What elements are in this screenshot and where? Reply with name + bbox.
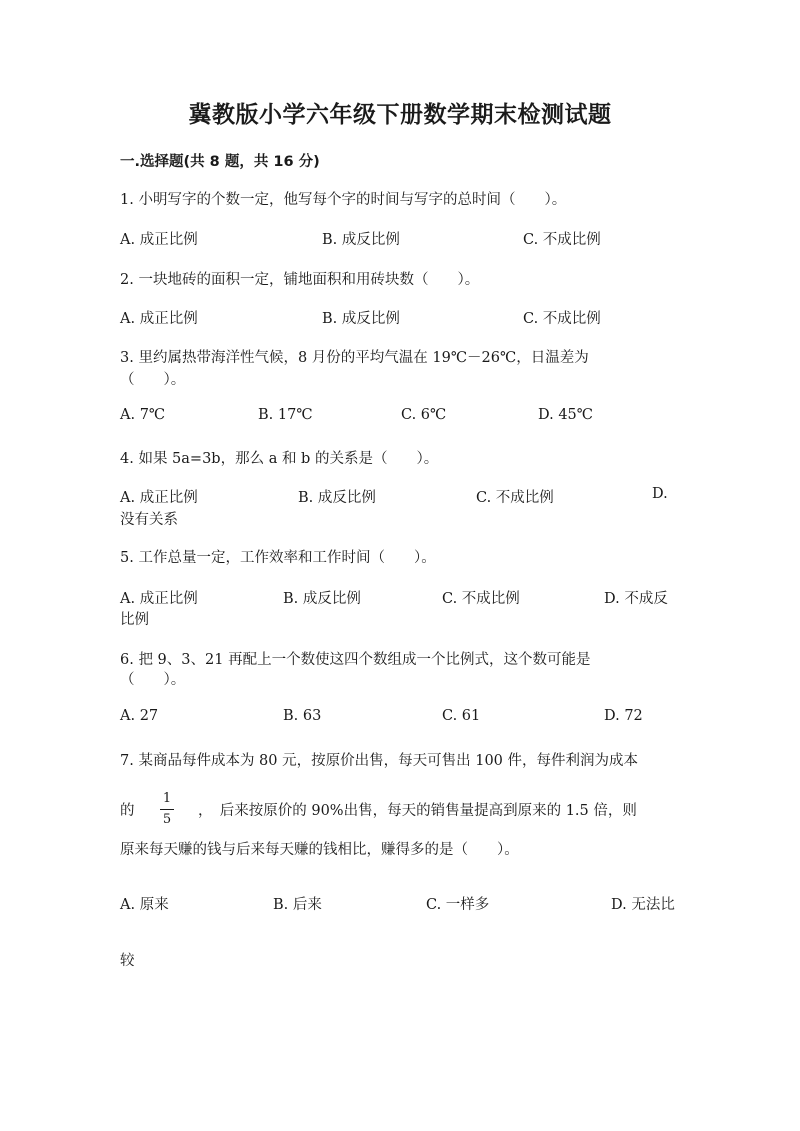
question-6-option-d[interactable]: D. 72 <box>604 708 643 724</box>
page-title: 冀教版小学六年级下册数学期末检测试题 <box>188 102 612 128</box>
question-6-text-line-2: （ ）。 <box>120 672 186 688</box>
fraction-denominator: 5 <box>162 812 172 827</box>
question-7-option-b[interactable]: B. 后来 <box>273 897 322 913</box>
question-7-option-d-continuation[interactable]: 较 <box>120 953 135 969</box>
question-7-text: 7. 某商品每件成本为 80 元，按原价出售，每天可售出 100 件，每件利润为成本 <box>120 753 639 769</box>
question-2-option-c[interactable]: C. 不成比例 <box>523 311 601 327</box>
question-6-option-a[interactable]: A. 27 <box>120 708 159 724</box>
question-1-option-c[interactable]: C. 不成比例 <box>523 232 601 248</box>
section-heading: 一.选择题(共 8 题，共 16 分) <box>120 154 320 170</box>
question-3-option-a[interactable]: A. 7℃ <box>120 407 166 423</box>
question-7-text-line-2: ， 后来按原价的 90%出售，每天的销售量提高到原来的 1.5 倍，则 <box>198 803 637 819</box>
question-1-text: 1. 小明写字的个数一定，他写每个字的时间与写字的总时间（ ）。 <box>120 192 567 208</box>
question-4-text: 4. 如果 5a=3b，那么 a 和 b 的关系是（ ）。 <box>120 451 439 467</box>
question-6-text: 6. 把 9、3、21 再配上一个数使这四个数组成一个比例式，这个数可能是 <box>120 652 591 668</box>
question-2-option-b[interactable]: B. 成反比例 <box>322 311 400 327</box>
question-5-option-b[interactable]: B. 成反比例 <box>283 591 361 607</box>
question-4-option-d[interactable]: D. <box>652 486 668 502</box>
question-4-option-a[interactable]: A. 成正比例 <box>120 490 198 506</box>
question-1-option-b[interactable]: B. 成反比例 <box>322 232 400 248</box>
question-5-option-d-continuation[interactable]: 比例 <box>120 612 149 628</box>
question-5-text: 5. 工作总量一定，工作效率和工作时间（ ）。 <box>120 550 436 566</box>
question-3-text-line-2: （ ）。 <box>120 372 186 388</box>
question-4-option-d-continuation[interactable]: 没有关系 <box>120 512 178 528</box>
question-6-option-c[interactable]: C. 61 <box>442 708 481 724</box>
question-3-text: 3. 里约属热带海洋性气候，8 月份的平均气温在 19℃－26℃，日温差为 <box>120 350 589 366</box>
question-3-option-d[interactable]: D. 45℃ <box>538 407 593 423</box>
question-2-option-a[interactable]: A. 成正比例 <box>120 311 198 327</box>
question-5-option-c[interactable]: C. 不成比例 <box>442 591 520 607</box>
question-2-text: 2. 一块地砖的面积一定，铺地面积和用砖块数（ ）。 <box>120 272 480 288</box>
question-3-option-c[interactable]: C. 6℃ <box>401 407 447 423</box>
question-1-option-a[interactable]: A. 成正比例 <box>120 232 198 248</box>
question-4-option-b[interactable]: B. 成反比例 <box>298 490 376 506</box>
question-6-option-b[interactable]: B. 63 <box>283 708 322 724</box>
question-7-text-de: 的 <box>120 803 135 819</box>
question-7-option-c[interactable]: C. 一样多 <box>426 897 490 913</box>
question-4-option-c[interactable]: C. 不成比例 <box>476 490 554 506</box>
fraction-one-fifth <box>160 790 174 829</box>
question-5-option-d[interactable]: D. 不成反 <box>604 591 668 607</box>
question-7-option-a[interactable]: A. 原来 <box>120 897 169 913</box>
fraction-numerator: 1 <box>162 791 172 806</box>
question-7-text-line-3: 原来每天赚的钱与后来每天赚的钱相比，赚得多的是（ ）。 <box>120 842 519 858</box>
question-7-option-d[interactable]: D. 无法比 <box>611 897 675 913</box>
question-5-option-a[interactable]: A. 成正比例 <box>120 591 198 607</box>
fraction-bar <box>160 809 174 810</box>
question-3-option-b[interactable]: B. 17℃ <box>258 407 313 423</box>
